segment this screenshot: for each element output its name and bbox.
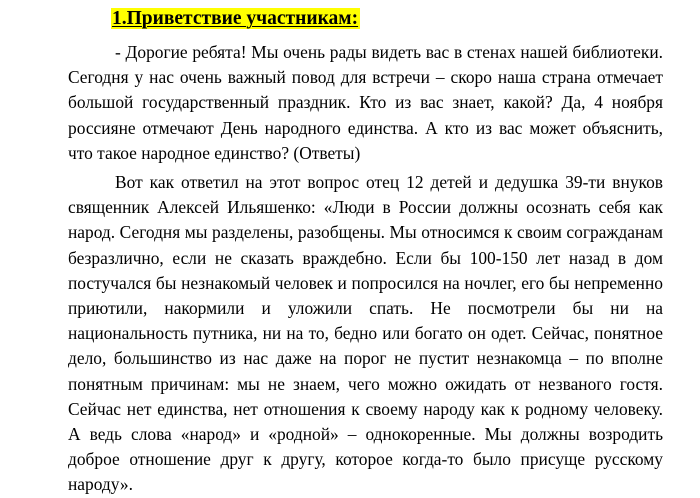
greeting-paragraph: - Дорогие ребята! Мы очень рады видеть вас в стенах нашей библиотеки. Сегодня у нас очень важный повод для встречи – скоро наша страна отмечает большой государственный праздник. Кто из вас знает, какой? Да, 4 ноября россияне отмечают День народного единства. А кто из вас может объяснить, что такое народное единство? (Ответы) — [68, 42, 663, 163]
quote-paragraph: Вот как ответил на этот вопрос отец 12 детей и дедушка 39-ти внуков священник Алексей Ильяшенко: «Люди в России должны осознать себя как народ. Сегодня мы разделены, разобщены. Мы относимся к своим согражданам безразлично, если не сказать враждебно. Если бы 100-150 лет назад в дом постучался бы незнакомый человек и попросился на ночлег, его бы непременно приютили, накормили и уложили спать. Не посмотрели бы ни на национальность путника, ни на то, бедно или богато он одет. Сейчас, понятное дело, большинство из нас даже на порог не пустит незнакомца – по вполне понятным причинам: мы не знаем, чего можно ожидать от незваного гостя. Сейчас нет единства, нет отношения к своему народу как к родному человеку. А ведь слова «народ» и «родной» – однокоренные. Мы должны возродить доброе отношение друг к другу, которое когда-то было присуще русскому народу». — [68, 172, 663, 495]
section-heading: 1.Приветствие участникам: — [112, 8, 359, 29]
section-heading-container — [111, 6, 360, 32]
